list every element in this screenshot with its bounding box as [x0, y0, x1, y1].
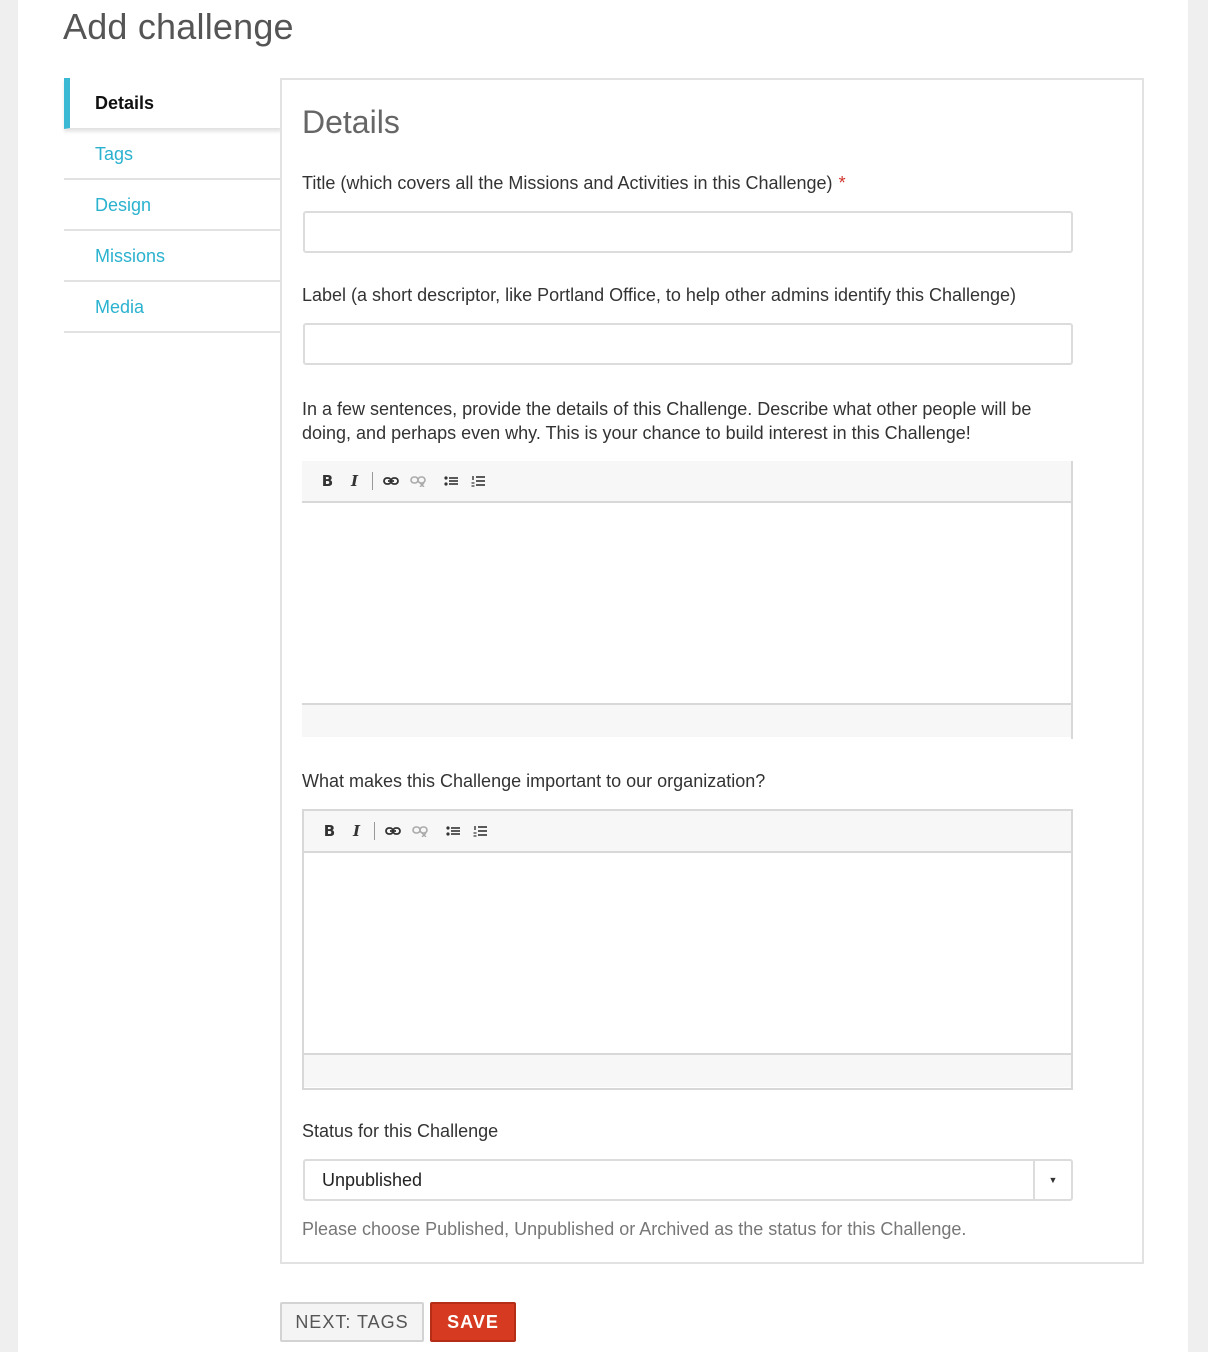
editor-toolbar — [304, 811, 1071, 853]
editor-statusbar — [302, 703, 1071, 737]
label-input[interactable] — [303, 323, 1073, 365]
chevron-down-icon[interactable]: ▼ — [1033, 1161, 1071, 1199]
sidebar-item-details[interactable]: Details — [64, 78, 281, 129]
status-select[interactable] — [303, 1159, 1073, 1201]
details-panel — [280, 78, 1144, 1264]
title-label-text: Title (which covers all the Missions and Activities in this Challenge) — [302, 173, 833, 193]
next-tags-button[interactable]: NEXT: TAGS — [280, 1302, 424, 1342]
bold-button[interactable]: B — [323, 822, 336, 840]
details-editor-body[interactable] — [302, 503, 1071, 703]
required-marker: * — [838, 173, 846, 193]
page — [18, 0, 1188, 1352]
link-icon[interactable] — [379, 817, 406, 845]
sidebar-item-tags[interactable]: Tags — [64, 129, 281, 180]
panel-title: Details — [302, 104, 400, 140]
status-select-value: Unpublished — [322, 1170, 423, 1190]
title-field-label — [302, 171, 1082, 195]
toolbar-separator — [374, 822, 375, 840]
editor-toolbar — [302, 461, 1071, 503]
status-field-label: Status for this Challenge — [302, 1121, 499, 1141]
bold-button[interactable]: B — [321, 472, 334, 490]
save-button[interactable]: SAVE — [430, 1302, 516, 1342]
details-editor — [302, 461, 1073, 739]
page-title: Add challenge — [63, 6, 294, 47]
numbered-list-icon[interactable] — [464, 467, 491, 495]
sidebar-item-missions[interactable]: Missions — [64, 231, 281, 282]
unlink-icon[interactable] — [406, 817, 433, 845]
importance-editor — [302, 809, 1073, 1090]
title-input[interactable] — [303, 211, 1073, 253]
sidebar-item-design[interactable]: Design — [64, 180, 281, 231]
sidebar-nav — [64, 78, 281, 333]
editor-statusbar — [304, 1053, 1071, 1087]
bulleted-list-icon[interactable] — [439, 817, 466, 845]
toolbar-separator — [372, 472, 373, 490]
unlink-icon[interactable] — [404, 467, 431, 495]
bulleted-list-icon[interactable] — [437, 467, 464, 495]
label-field-label: Label (a short descriptor, like Portland Office, to help other admins identify this Challenge) — [302, 285, 1017, 305]
italic-button[interactable]: I — [350, 472, 359, 490]
status-help-text: Please choose Published, Unpublished or Archived as the status for this Challenge. — [302, 1219, 967, 1239]
importance-editor-body[interactable] — [304, 853, 1071, 1053]
numbered-list-icon[interactable] — [466, 817, 493, 845]
details-field-label: In a few sentences, provide the details of this Challenge. Describe what other people will be doing, and perhaps even why. This is your chance to build interest in this Challenge! — [302, 399, 1032, 443]
importance-field-label: What makes this Challenge important to our organization? — [302, 771, 766, 791]
sidebar-item-media[interactable]: Media — [64, 282, 281, 333]
link-icon[interactable] — [377, 467, 404, 495]
italic-button[interactable]: I — [352, 822, 361, 840]
